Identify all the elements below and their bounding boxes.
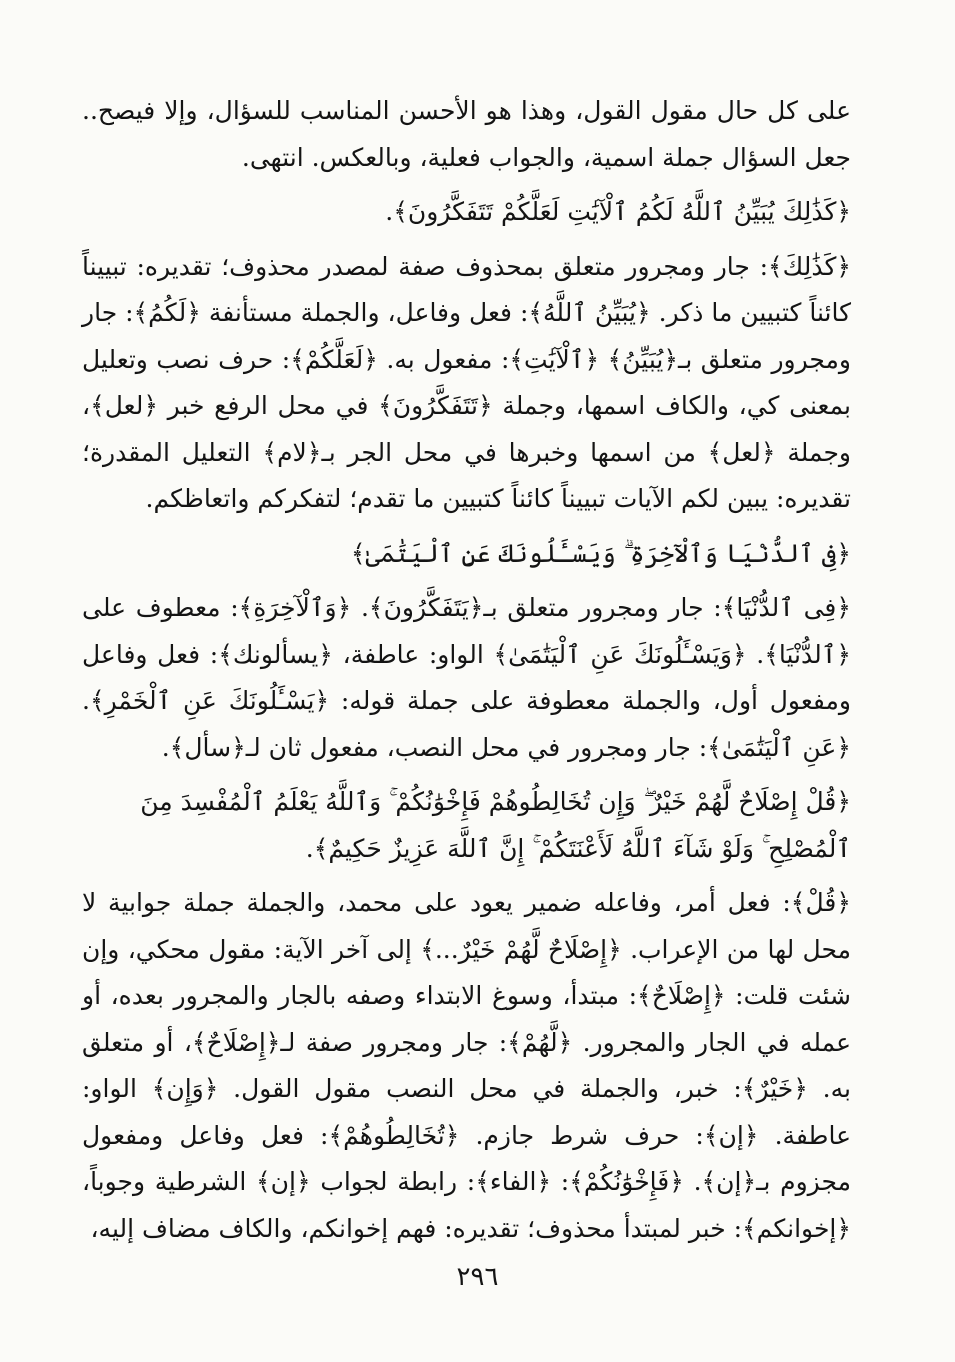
paragraph: على كل حال مقول القول، وهذا هو الأحسن المناسب للسؤال، وإلا فيصح.. جعل السؤال جملة اسمية، والجواب فعلية، وبالعكس. انتهى. (82, 96, 851, 172)
paragraph: ﴿كَذَٰلِكَ﴾: جار ومجرور متعلق بمحذوف صفة لمصدر محذوف؛ تقديره: تبييناً كائناً كتبيين ما ذكر. ﴿يُبَيِّنُ ٱللَّهُ﴾: فعل وفاعل، والجملة مستأنفة ﴿لَكُمُ﴾: جار ومجرور متعلق بـ﴿يُبَيِّنُ﴾ ﴿ٱلْآيَٰتِ﴾: مفعول به. ﴿لَعَلَّكُمْ﴾: حرف نصب وتعليل بمعنى كي، والكاف اسمها، وجملة ﴿تَتَفَكَّرُونَ﴾ في محل الرفع خبر ﴿لعل﴾، وجملة ﴿لعل﴾ من اسمها وخبرها في محل الجر بـ﴿لام﴾ التعليل المقدرة؛ تقديره: يبين لكم الآيات تبييناً كائناً كتبيين ما تقدم؛ لتفكركم واتعاظكم. (82, 251, 851, 513)
paragraph: ﴿قُلْ﴾: فعل أمر، وفاعله ضمير يعود على محمد، والجملة جملة جوابية لا محل لها من الإعراب. ﴿إِصْلَاحٌ لَّهُمْ خَيْرٌ...﴾ إلى آخر الآية: مقول محكي، وإن شئت قلت: ﴿إِصْلَاحٌ﴾: مبتدأ، وسوغ الابتداء وصفه بالجار والمجرور بعده، أو عمله في الجار والمجرور. ﴿لَّهُمْ﴾: جار ومجرور صفة لـ﴿إِصْلَاحٌ﴾، أو متعلق به. ﴿خَيْرٌ﴾: خبر، والجملة في محل النصب مقول القول. ﴿وَإِن﴾ الواو: عاطفة. ﴿إن﴾: حرف شرط جازم. ﴿تُخَالِطُوهُمْ﴾: فعل وفاعل ومفعول مجزوم بـ﴿إن﴾. ﴿فَإِخْوَٰنُكُمْ﴾: ﴿الفاء﴾: رابطة لجواب ﴿إن﴾ الشرطية وجوباً، ﴿إخوانكم﴾: خبر لمبتدأ محذوف؛ تقديره: فهم إخوانكم، والكاف مضاف إليه، (82, 888, 851, 1243)
body-text (82, 88, 851, 1252)
quran-verse: ﴿قُلْ إِصْلَاحٌ لَّهُمْ خَيْرٌ ۖ وَإِن تُخَالِطُوهُمْ فَإِخْوَٰنُكُمْ ۚ وَٱللَّهُ يَعْلَمُ ٱلْمُفْسِدَ مِنَ ٱلْمُصْلِحِ ۚ وَلَوْ شَآءَ ٱللَّهُ لَأَعْنَتَكُمْ ۚ إِنَّ ٱللَّهَ عَزِيزٌ حَكِيمٌ﴾. (140, 787, 851, 863)
quran-verse: ﴿كَذَٰلِكَ يُبَيِّنُ ٱللَّهُ لَكُمُ ٱلْآيَٰتِ لَعَلَّكُمْ تَتَفَكَّرُونَ﴾. (385, 197, 851, 226)
quran-verse: ﴿فِى ٱلدُّنْيَا وَٱلْآخِرَةِ ۗ وَيَسْـَٔلُونَكَ عَنِ ٱلْيَتَٰمَىٰ﴾ (350, 538, 851, 568)
paragraph: ﴿فِى ٱلدُّنْيَا﴾: جار ومجرور متعلق بـ﴿يَتَفَكَّرُونَ﴾. ﴿وَٱلْآخِرَةِ﴾: معطوف على ﴿ٱلدُّنْيَا﴾. ﴿وَيَسْـَٔلُونَكَ عَنِ ٱلْيَتَٰمَىٰ﴾ الواو: عاطفة، ﴿يسألونك﴾: فعل وفاعل ومفعول أول، والجملة معطوفة على جملة قوله: ﴿يَسْـَٔلُونَكَ عَنِ ٱلْخَمْرِ﴾. ﴿عَنِ ٱلْيَتَٰمَىٰ﴾: جار ومجرور في محل النصب، مفعول ثان لـ﴿سأل﴾. (82, 593, 851, 762)
page-number: ٢٩٦ (456, 1262, 499, 1292)
